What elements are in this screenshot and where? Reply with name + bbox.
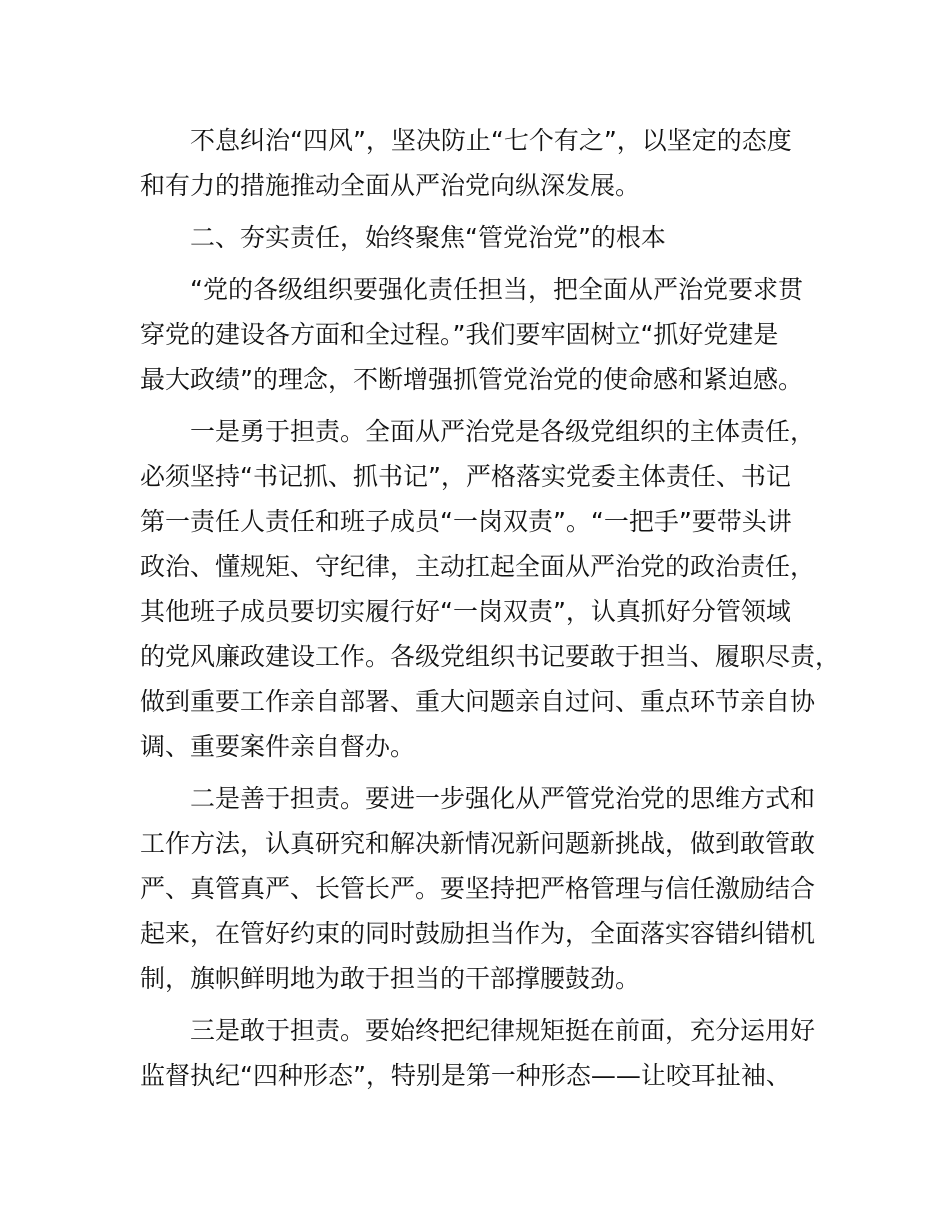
section-heading bbox=[140, 215, 840, 260]
text-line: 工作方法，认真研究和解决新情况新问题新挑战，做到敢管敢 bbox=[140, 829, 816, 858]
text-line: 其他班子成员要切实履行好“一岗双责”，认真抓好分管领域 bbox=[140, 597, 791, 626]
text-line: 政治、懂规矩、守纪律，主动扛起全面从严治党的政治责任， bbox=[140, 552, 816, 581]
text-line: 起来，在管好约束的同时鼓励担当作为，全面落实容错纠错机 bbox=[140, 919, 816, 948]
text-line: 不息纠治“四风”，坚决防止“七个有之”，以坚定的态度 bbox=[190, 126, 792, 155]
paragraph bbox=[140, 267, 840, 402]
text-line: 调、重要案件亲自督办。 bbox=[140, 732, 416, 761]
paragraph bbox=[140, 409, 840, 769]
text-line: 和有力的措施推动全面从严治党向纵深发展。 bbox=[140, 171, 641, 200]
text-line: “党的各级组织要强化责任担当，把全面从严治党要求贯 bbox=[190, 275, 803, 304]
document-body bbox=[140, 118, 840, 1098]
text-line: 必须坚持“书记抓、抓书记”，严格落实党委主体责任、书记 bbox=[140, 462, 791, 491]
paragraph bbox=[140, 1008, 840, 1098]
text-line: 严、真管真严、长管长严。要坚持把严格管理与信任激励结合 bbox=[140, 874, 816, 903]
text-line: 最大政绩”的理念，不断增强抓管党治党的使命感和紧迫感。 bbox=[140, 365, 803, 394]
paragraph bbox=[140, 776, 840, 1001]
text-line: 的党风廉政建设工作。各级党组织书记要敢于担当、履职尽责， bbox=[140, 642, 841, 671]
text-line: 二是善于担责。要进一步强化从严管党治党的思维方式和 bbox=[190, 784, 816, 813]
text-line: 监督执纪“四种形态”，特别是第一种形态——让咬耳扯袖、 bbox=[140, 1061, 791, 1090]
text-line: 做到重要工作亲自部署、重大问题亲自过问、重点环节亲自协 bbox=[140, 687, 816, 716]
text-line: 一是勇于担责。全面从严治党是各级党组织的主体责任， bbox=[190, 417, 816, 446]
text-line: 穿党的建设各方面和全过程。”我们要牢固树立“抓好党建是 bbox=[140, 320, 779, 349]
text-line: 三是敢于担责。要始终把纪律规矩挺在前面，充分运用好 bbox=[190, 1016, 816, 1045]
text-line: 制，旗帜鲜明地为敢于担当的干部撑腰鼓劲。 bbox=[140, 964, 641, 993]
text-line: 二、夯实责任，始终聚焦“管党治党”的根本 bbox=[190, 223, 666, 252]
text-line: 第一责任人责任和班子成员“一岗双责”。“一把手”要带头讲 bbox=[140, 507, 792, 536]
paragraph bbox=[140, 118, 840, 208]
